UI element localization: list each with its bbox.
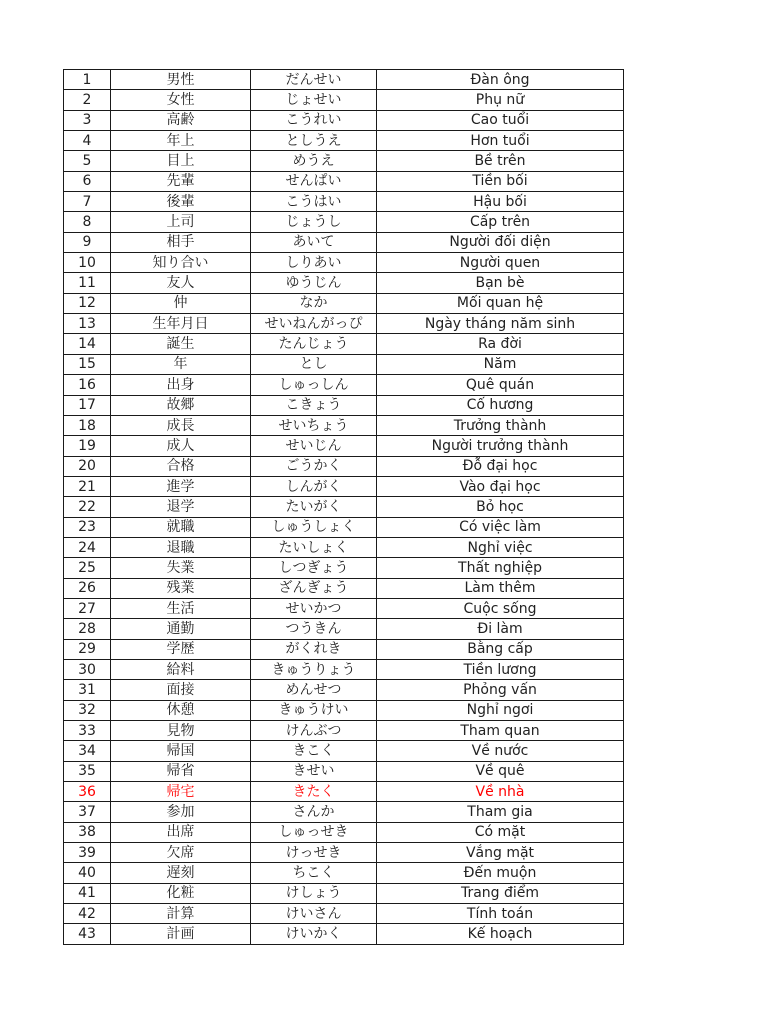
- kana-reading-cell: きたく: [251, 782, 377, 802]
- vietnamese-meaning-cell: Về nhà: [377, 782, 624, 802]
- vietnamese-meaning-cell: Đến muộn: [377, 863, 624, 883]
- kana-reading-cell: なか: [251, 293, 377, 313]
- table-row: [64, 517, 624, 537]
- vietnamese-meaning-cell: Trang điểm: [377, 883, 624, 903]
- row-number-cell: 43: [64, 924, 111, 944]
- kana-reading-cell: きせい: [251, 761, 377, 781]
- kanji-cell: 故郷: [111, 395, 251, 415]
- row-number-cell: 19: [64, 436, 111, 456]
- vietnamese-meaning-cell: Trưởng thành: [377, 415, 624, 435]
- table-row: [64, 598, 624, 618]
- vietnamese-meaning-cell: Người trưởng thành: [377, 436, 624, 456]
- vietnamese-meaning-cell: Quê quán: [377, 375, 624, 395]
- kanji-cell: 帰省: [111, 761, 251, 781]
- kana-reading-cell: ざんぎょう: [251, 578, 377, 598]
- table-row: [64, 171, 624, 191]
- kanji-cell: 生年月日: [111, 314, 251, 334]
- kanji-cell: 化粧: [111, 883, 251, 903]
- kana-reading-cell: あいて: [251, 232, 377, 252]
- vietnamese-meaning-cell: Bề trên: [377, 151, 624, 171]
- kanji-cell: 給料: [111, 659, 251, 679]
- kanji-cell: 誕生: [111, 334, 251, 354]
- kana-reading-cell: ちこく: [251, 863, 377, 883]
- kanji-cell: 年: [111, 354, 251, 374]
- table-row: [64, 721, 624, 741]
- vietnamese-meaning-cell: Tham quan: [377, 721, 624, 741]
- vietnamese-meaning-cell: Người quen: [377, 253, 624, 273]
- kana-reading-cell: しゅうしょく: [251, 517, 377, 537]
- table-row: [64, 578, 624, 598]
- table-row: [64, 375, 624, 395]
- table-row: [64, 558, 624, 578]
- table-row: [64, 924, 624, 944]
- table-row: [64, 354, 624, 374]
- kanji-cell: 成人: [111, 436, 251, 456]
- vietnamese-meaning-cell: Năm: [377, 354, 624, 374]
- vietnamese-meaning-cell: Mối quan hệ: [377, 293, 624, 313]
- kana-reading-cell: けんぶつ: [251, 721, 377, 741]
- kana-reading-cell: けいかく: [251, 924, 377, 944]
- kana-reading-cell: しつぎょう: [251, 558, 377, 578]
- kana-reading-cell: きゅうりょう: [251, 659, 377, 679]
- row-number-cell: 41: [64, 883, 111, 903]
- table-row: [64, 415, 624, 435]
- kana-reading-cell: きこく: [251, 741, 377, 761]
- row-number-cell: 40: [64, 863, 111, 883]
- vietnamese-meaning-cell: Kế hoạch: [377, 924, 624, 944]
- kanji-cell: 参加: [111, 802, 251, 822]
- table-row: [64, 273, 624, 293]
- vietnamese-meaning-cell: Ra đời: [377, 334, 624, 354]
- table-row: [64, 456, 624, 476]
- row-number-cell: 1: [64, 70, 111, 90]
- vietnamese-meaning-cell: Phỏng vấn: [377, 680, 624, 700]
- table-row: [64, 741, 624, 761]
- kana-reading-cell: せんぱい: [251, 171, 377, 191]
- kana-reading-cell: こうはい: [251, 192, 377, 212]
- kanji-cell: 学歴: [111, 639, 251, 659]
- vietnamese-meaning-cell: Có việc làm: [377, 517, 624, 537]
- kanji-cell: 相手: [111, 232, 251, 252]
- vietnamese-meaning-cell: Làm thêm: [377, 578, 624, 598]
- kanji-cell: 欠席: [111, 843, 251, 863]
- table-row: [64, 497, 624, 517]
- kanji-cell: 退学: [111, 497, 251, 517]
- table-row: [64, 904, 624, 924]
- row-number-cell: 36: [64, 782, 111, 802]
- vietnamese-meaning-cell: Tính toán: [377, 904, 624, 924]
- kanji-cell: 帰宅: [111, 782, 251, 802]
- vietnamese-meaning-cell: Về nước: [377, 741, 624, 761]
- row-number-cell: 14: [64, 334, 111, 354]
- kanji-cell: 残業: [111, 578, 251, 598]
- kanji-cell: 通勤: [111, 619, 251, 639]
- row-number-cell: 25: [64, 558, 111, 578]
- kana-reading-cell: しりあい: [251, 253, 377, 273]
- vietnamese-meaning-cell: Có mặt: [377, 822, 624, 842]
- table-row: [64, 293, 624, 313]
- row-number-cell: 28: [64, 619, 111, 639]
- kana-reading-cell: がくれき: [251, 639, 377, 659]
- kana-reading-cell: とし: [251, 354, 377, 374]
- kanji-cell: 面接: [111, 680, 251, 700]
- table-row: [64, 192, 624, 212]
- row-number-cell: 27: [64, 598, 111, 618]
- row-number-cell: 5: [64, 151, 111, 171]
- kanji-cell: 成長: [111, 415, 251, 435]
- row-number-cell: 31: [64, 680, 111, 700]
- kana-reading-cell: せいかつ: [251, 598, 377, 618]
- vietnamese-meaning-cell: Tham gia: [377, 802, 624, 822]
- row-number-cell: 20: [64, 456, 111, 476]
- kanji-cell: 目上: [111, 151, 251, 171]
- row-number-cell: 4: [64, 131, 111, 151]
- kana-reading-cell: めんせつ: [251, 680, 377, 700]
- table-row: [64, 619, 624, 639]
- row-number-cell: 16: [64, 375, 111, 395]
- table-row: [64, 639, 624, 659]
- kanji-cell: 合格: [111, 456, 251, 476]
- kana-reading-cell: つうきん: [251, 619, 377, 639]
- vietnamese-meaning-cell: Phụ nữ: [377, 90, 624, 110]
- table-row: [64, 253, 624, 273]
- row-number-cell: 23: [64, 517, 111, 537]
- kana-reading-cell: たんじょう: [251, 334, 377, 354]
- kanji-cell: 計画: [111, 924, 251, 944]
- kana-reading-cell: せいねんがっぴ: [251, 314, 377, 334]
- table-row: [64, 802, 624, 822]
- vietnamese-meaning-cell: Bằng cấp: [377, 639, 624, 659]
- kanji-cell: 友人: [111, 273, 251, 293]
- kana-reading-cell: こうれい: [251, 110, 377, 130]
- kanji-cell: 出席: [111, 822, 251, 842]
- row-number-cell: 34: [64, 741, 111, 761]
- table-row: [64, 212, 624, 232]
- row-number-cell: 7: [64, 192, 111, 212]
- table-row: [64, 334, 624, 354]
- row-number-cell: 21: [64, 476, 111, 496]
- kanji-cell: 女性: [111, 90, 251, 110]
- vietnamese-meaning-cell: Nghỉ ngơi: [377, 700, 624, 720]
- kanji-cell: 上司: [111, 212, 251, 232]
- kana-reading-cell: けいさん: [251, 904, 377, 924]
- kanji-cell: 知り合い: [111, 253, 251, 273]
- vietnamese-meaning-cell: Hơn tuổi: [377, 131, 624, 151]
- kana-reading-cell: せいじん: [251, 436, 377, 456]
- vietnamese-meaning-cell: Cấp trên: [377, 212, 624, 232]
- vietnamese-meaning-cell: Đàn ông: [377, 70, 624, 90]
- table-row: [64, 883, 624, 903]
- kana-reading-cell: ゆうじん: [251, 273, 377, 293]
- vietnamese-meaning-cell: Cao tuổi: [377, 110, 624, 130]
- table-row: [64, 782, 624, 802]
- kanji-cell: 計算: [111, 904, 251, 924]
- table-row: [64, 700, 624, 720]
- vietnamese-meaning-cell: Bạn bè: [377, 273, 624, 293]
- kana-reading-cell: しゅっせき: [251, 822, 377, 842]
- kanji-cell: 進学: [111, 476, 251, 496]
- row-number-cell: 33: [64, 721, 111, 741]
- kana-reading-cell: としうえ: [251, 131, 377, 151]
- kana-reading-cell: しゅっしん: [251, 375, 377, 395]
- table-row: [64, 436, 624, 456]
- row-number-cell: 37: [64, 802, 111, 822]
- kana-reading-cell: たいがく: [251, 497, 377, 517]
- row-number-cell: 24: [64, 537, 111, 557]
- table-row: [64, 537, 624, 557]
- table-row: [64, 843, 624, 863]
- table-row: [64, 232, 624, 252]
- kana-reading-cell: じょうし: [251, 212, 377, 232]
- row-number-cell: 18: [64, 415, 111, 435]
- table-row: [64, 761, 624, 781]
- kanji-cell: 見物: [111, 721, 251, 741]
- vietnamese-meaning-cell: Cố hương: [377, 395, 624, 415]
- row-number-cell: 38: [64, 822, 111, 842]
- table-row: [64, 90, 624, 110]
- kana-reading-cell: さんか: [251, 802, 377, 822]
- kanji-cell: 男性: [111, 70, 251, 90]
- kanji-cell: 年上: [111, 131, 251, 151]
- row-number-cell: 13: [64, 314, 111, 334]
- kana-reading-cell: せいちょう: [251, 415, 377, 435]
- row-number-cell: 39: [64, 843, 111, 863]
- kana-reading-cell: ごうかく: [251, 456, 377, 476]
- vietnamese-meaning-cell: Vào đại học: [377, 476, 624, 496]
- row-number-cell: 30: [64, 659, 111, 679]
- table-row: [64, 151, 624, 171]
- row-number-cell: 9: [64, 232, 111, 252]
- kana-reading-cell: こきょう: [251, 395, 377, 415]
- vietnamese-meaning-cell: Tiền lương: [377, 659, 624, 679]
- table-row: [64, 70, 624, 90]
- vietnamese-meaning-cell: Đỗ đại học: [377, 456, 624, 476]
- row-number-cell: 10: [64, 253, 111, 273]
- row-number-cell: 15: [64, 354, 111, 374]
- kanji-cell: 仲: [111, 293, 251, 313]
- table-row: [64, 395, 624, 415]
- kanji-cell: 生活: [111, 598, 251, 618]
- kana-reading-cell: けしょう: [251, 883, 377, 903]
- row-number-cell: 22: [64, 497, 111, 517]
- table-row: [64, 680, 624, 700]
- table-row: [64, 863, 624, 883]
- kana-reading-cell: たいしょく: [251, 537, 377, 557]
- kana-reading-cell: けっせき: [251, 843, 377, 863]
- vietnamese-meaning-cell: Về quê: [377, 761, 624, 781]
- vietnamese-meaning-cell: Thất nghiệp: [377, 558, 624, 578]
- row-number-cell: 42: [64, 904, 111, 924]
- vietnamese-meaning-cell: Cuộc sống: [377, 598, 624, 618]
- vietnamese-meaning-cell: Nghỉ việc: [377, 537, 624, 557]
- row-number-cell: 2: [64, 90, 111, 110]
- vocabulary-table: [63, 69, 624, 945]
- vietnamese-meaning-cell: Hậu bối: [377, 192, 624, 212]
- table-row: [64, 476, 624, 496]
- kanji-cell: 帰国: [111, 741, 251, 761]
- kanji-cell: 遅刻: [111, 863, 251, 883]
- row-number-cell: 12: [64, 293, 111, 313]
- row-number-cell: 8: [64, 212, 111, 232]
- kana-reading-cell: きゅうけい: [251, 700, 377, 720]
- kanji-cell: 出身: [111, 375, 251, 395]
- kanji-cell: 休憩: [111, 700, 251, 720]
- table-row: [64, 659, 624, 679]
- row-number-cell: 32: [64, 700, 111, 720]
- kanji-cell: 退職: [111, 537, 251, 557]
- row-number-cell: 26: [64, 578, 111, 598]
- vocabulary-table-body: [64, 70, 624, 945]
- row-number-cell: 11: [64, 273, 111, 293]
- vietnamese-meaning-cell: Ngày tháng năm sinh: [377, 314, 624, 334]
- table-row: [64, 131, 624, 151]
- vietnamese-meaning-cell: Đi làm: [377, 619, 624, 639]
- kana-reading-cell: だんせい: [251, 70, 377, 90]
- kanji-cell: 高齢: [111, 110, 251, 130]
- kanji-cell: 就職: [111, 517, 251, 537]
- row-number-cell: 29: [64, 639, 111, 659]
- table-row: [64, 110, 624, 130]
- table-row: [64, 822, 624, 842]
- vietnamese-meaning-cell: Bỏ học: [377, 497, 624, 517]
- kanji-cell: 失業: [111, 558, 251, 578]
- kana-reading-cell: めうえ: [251, 151, 377, 171]
- kanji-cell: 先輩: [111, 171, 251, 191]
- vietnamese-meaning-cell: Tiền bối: [377, 171, 624, 191]
- kana-reading-cell: じょせい: [251, 90, 377, 110]
- row-number-cell: 35: [64, 761, 111, 781]
- row-number-cell: 6: [64, 171, 111, 191]
- vietnamese-meaning-cell: Vắng mặt: [377, 843, 624, 863]
- kanji-cell: 後輩: [111, 192, 251, 212]
- kana-reading-cell: しんがく: [251, 476, 377, 496]
- vietnamese-meaning-cell: Người đối diện: [377, 232, 624, 252]
- row-number-cell: 17: [64, 395, 111, 415]
- table-row: [64, 314, 624, 334]
- row-number-cell: 3: [64, 110, 111, 130]
